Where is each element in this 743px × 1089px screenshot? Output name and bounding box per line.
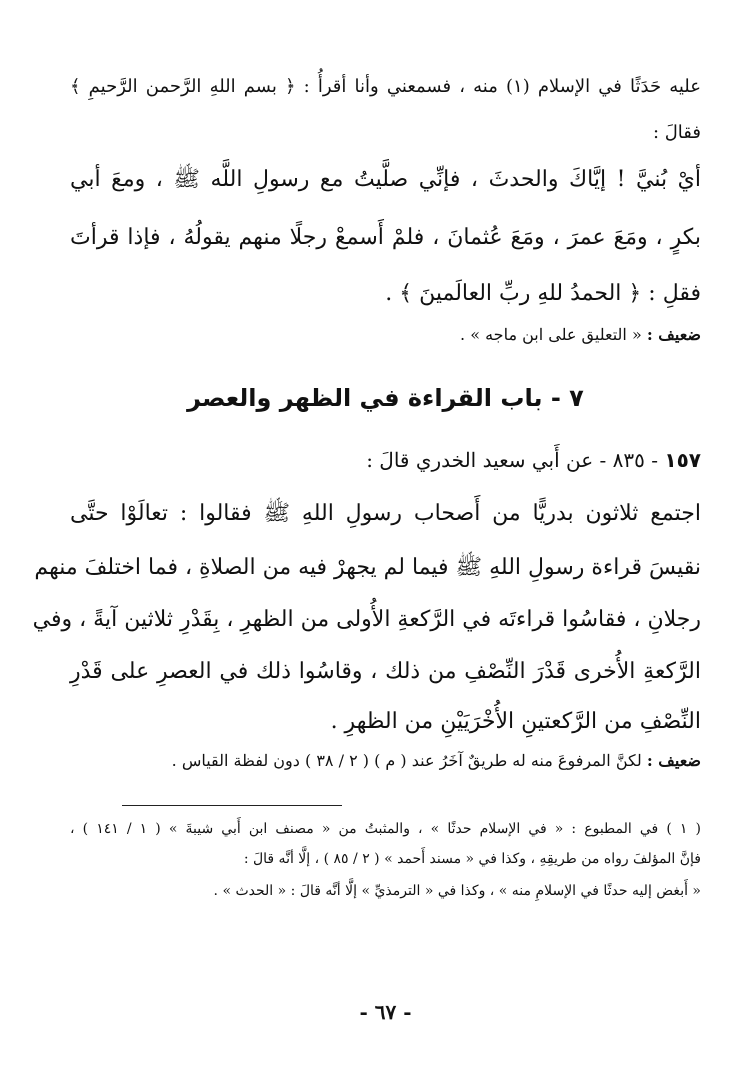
hadith-157-line-4: الرَّكعةِ الأُخرى قَدْرَ النِّصْفِ من ذلك ، وقاسُوا ذلك في العصرِ على قَدْرِ bbox=[70, 659, 701, 684]
grade-text: « التعليق على ابن ماجه » . bbox=[460, 325, 642, 344]
hadith-157-grade bbox=[70, 748, 701, 774]
hadith-156-line-3: فقلِ : ﴿ الحمدُ للهِ ربِّ العالَمينَ ﴾ . bbox=[385, 281, 701, 306]
grade-text: لكنَّ المرفوعَ منه له طريقٌ آخَرُ عند ( م ) ( ٢ / ٣٨ ) دون لفظة القياس . bbox=[171, 751, 642, 770]
hadith-157-header bbox=[70, 440, 701, 480]
hadith-156-grade bbox=[70, 322, 701, 348]
hadith-156-line-1: أيْ بُنيَّ ! إيَّاكَ والحدثَ ، فإنِّي صلَّيتُ مع رسولِ اللَّه ﷺ ، ومعَ أبي bbox=[70, 167, 701, 192]
hadith-157-line-5: النِّصْفِ من الرَّكعتينِ الأُخْرَيَيْنِ من الظهرِ . bbox=[330, 709, 701, 734]
book-page bbox=[32, 0, 702, 1089]
grade-label: ضعيف : bbox=[646, 751, 701, 770]
intro-line-1: عليه حَدَثًا في الإسلام (١) منه ، فسمعني وأنا أقرأُ : ﴿ بسم اللهِ الرَّحمن الرَّحيمِ ﴾ bbox=[70, 76, 701, 97]
grade-label: ضعيف : bbox=[646, 325, 701, 344]
footnote-line-3: « أَبغض إليه حدثًا في الإسلامِ منه » ، وكذا في « الترمذيِّ » إلَّا أنَّه قالَ : « الحدث » . bbox=[213, 883, 701, 899]
chapter-heading: ٧ - باب القراءة في الظهر والعصر bbox=[187, 384, 584, 412]
hadith-157-line-3: رجلانِ ، فقاسُوا قراءتَه في الرَّكعةِ الأُولى من الظهرِ ، بِقَدْرِ ثلاثين آيةً ، وفي bbox=[32, 607, 701, 632]
page-number: - ٦٧ - bbox=[359, 1000, 412, 1024]
hadith-157-line-2: نقيسَ قراءة رسولِ اللهِ ﷺ فيما لم يجهرْ فيه من الصلاةِ ، فما اختلفَ منهم bbox=[34, 555, 701, 580]
footnote-line-2: فإنَّ المؤلفَ رواه من طريقِهِ ، وكذا في « مسند أَحمد » ( ٢ / ٨٥ ) ، إلَّا أنَّه قالَ : bbox=[243, 851, 701, 867]
intro-line-2: فقالَ : bbox=[652, 122, 701, 143]
hadith-156-line-2: بكرٍ ، ومَعَ عمرَ ، ومَعَ عُثمانَ ، فلمْ أَسمعْ رجلًا منهم يقولُهُ ، فإذا قرأتَ bbox=[70, 225, 701, 250]
hadith-157-line-1: اجتمع ثلاثون بدريًّا من أَصحاب رسولِ اللهِ ﷺ فقالوا : تعالَوْا حتَّى bbox=[70, 501, 702, 526]
footnote-divider bbox=[122, 805, 342, 806]
hadith-header-text: - ٨٣٥ - عن أَبي سعيد الخدري قالَ : bbox=[366, 448, 659, 472]
hadith-number: ١٥٧ bbox=[664, 448, 701, 472]
footnote-line-1: ( ١ ) في المطبوع : « في الإسلام حدثًا » ، والمثبتُ من « مصنف ابن أَبي شيبةَ » ( ١ / ١٤١ ) ، bbox=[70, 821, 701, 837]
